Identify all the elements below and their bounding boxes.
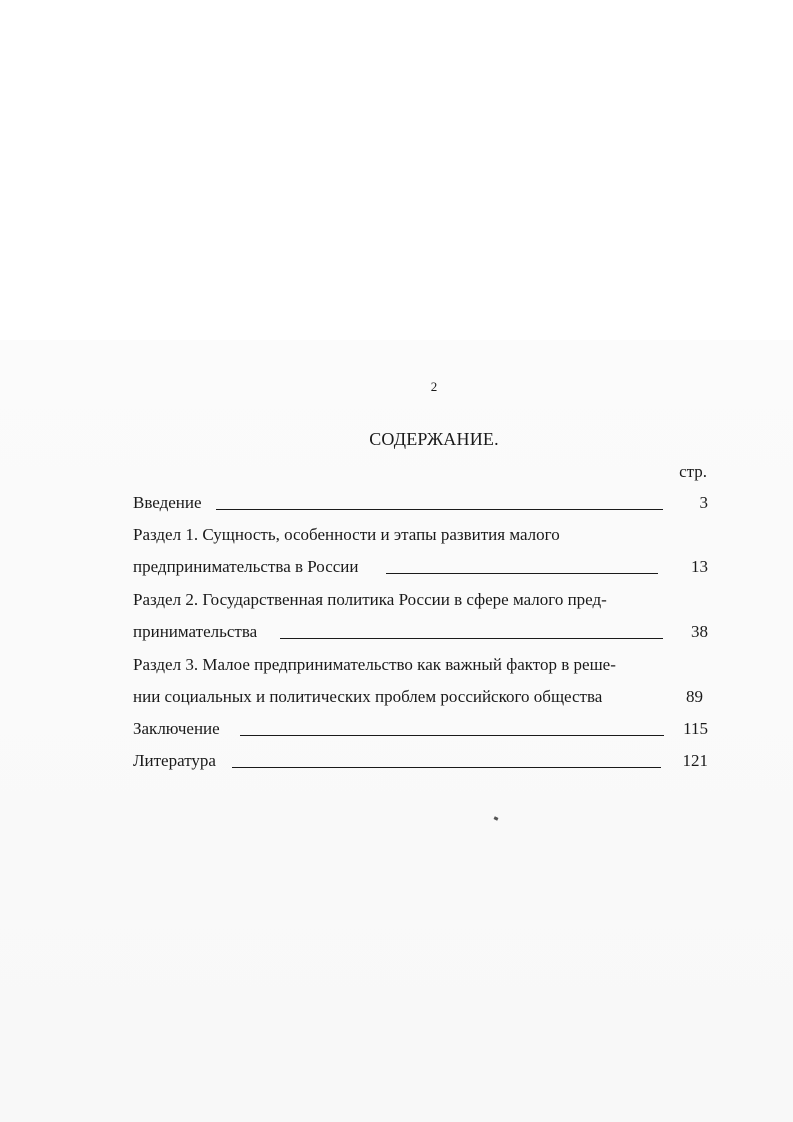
leader-line — [280, 638, 663, 639]
toc-entry-page: 3 — [699, 493, 708, 512]
page-number: 2 — [430, 379, 438, 394]
toc-entry-page: 89 — [686, 687, 703, 706]
toc-entry-section-3-line-1 — [133, 653, 708, 677]
toc-entry-section-3-line-2 — [133, 685, 708, 709]
toc-entry-title: Раздел 2. Государственная политика России в сфере малого пред- — [133, 590, 607, 609]
toc-entry-page: 115 — [683, 719, 708, 738]
toc-entry-title: Введение — [133, 493, 202, 512]
toc-entry-title: Литература — [133, 751, 216, 770]
toc-title: СОДЕРЖАНИЕ. — [369, 429, 499, 449]
toc-entry-page: 13 — [691, 557, 708, 576]
toc-entry-title-continuation: принимательства — [133, 622, 258, 641]
toc-entry-page: 38 — [691, 622, 708, 641]
toc-entry-conclusion — [133, 717, 708, 741]
toc-entry-title: Раздел 1. Сущность, особенности и этапы развития малого — [133, 525, 560, 544]
toc-entry-title: Заключение — [133, 719, 220, 738]
leader-line — [240, 735, 664, 736]
toc-entry-section-1-line-1 — [133, 523, 708, 547]
toc-entry-section-2-line-1 — [133, 588, 708, 612]
leader-line — [216, 509, 663, 510]
leader-line — [386, 573, 658, 574]
toc-entry-page: 121 — [682, 751, 708, 770]
toc-entry-introduction — [133, 491, 708, 515]
toc-entry-section-2-line-2 — [133, 620, 708, 644]
toc-entry-title-continuation: предпринимательства в России — [133, 557, 359, 576]
toc-entry-literature — [133, 749, 708, 773]
leader-line — [232, 767, 661, 768]
toc-entry-section-1-line-2 — [133, 555, 708, 579]
page-column-label: стр. — [679, 462, 707, 481]
toc-entry-title: Раздел 3. Малое предпринимательство как важный фактор в реше- — [133, 655, 616, 674]
toc-entry-title-continuation: нии социальных и политических проблем российского общества — [133, 687, 603, 706]
